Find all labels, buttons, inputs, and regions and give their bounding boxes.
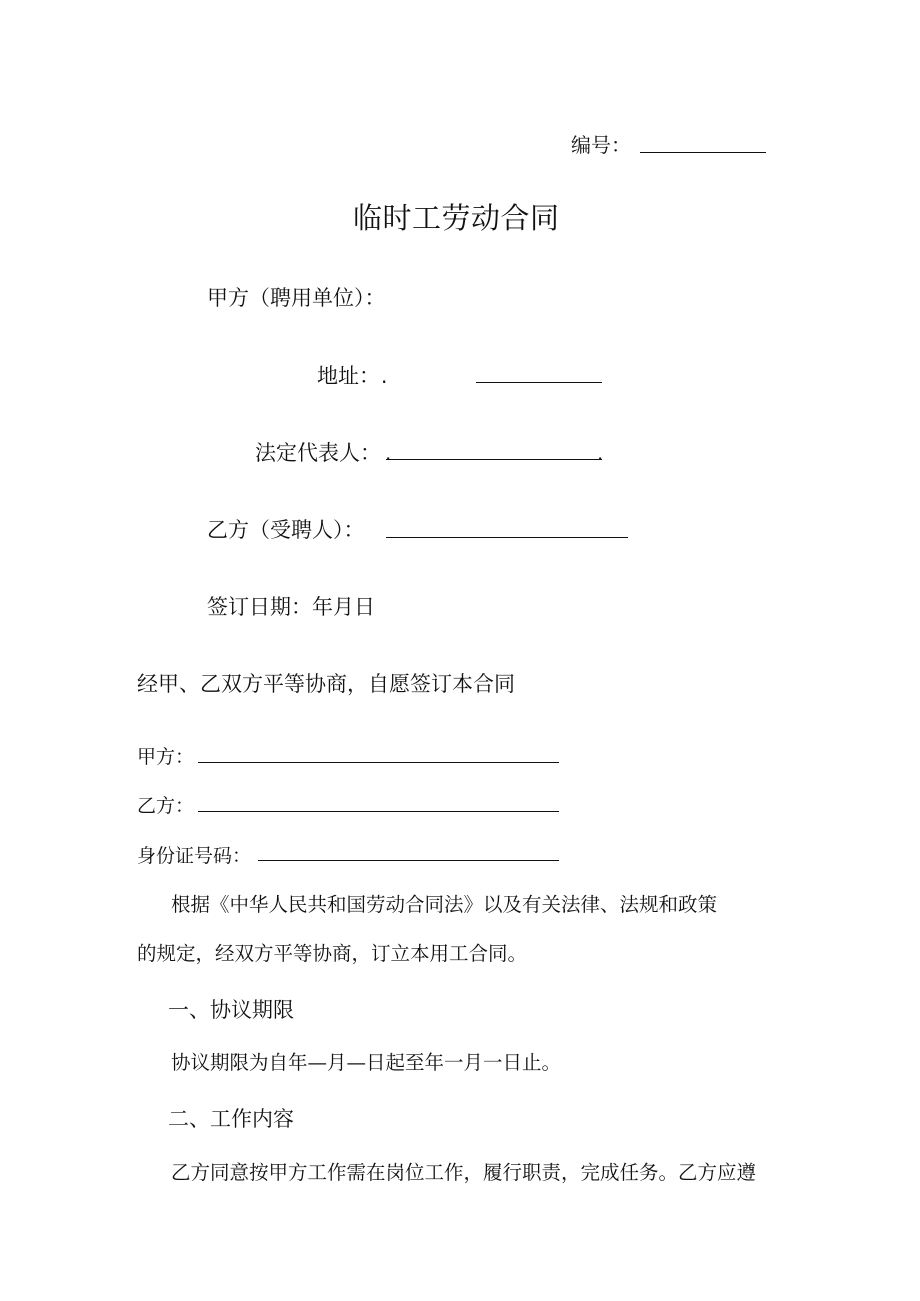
section-2-heading: 二、工作内容 xyxy=(168,1107,294,1131)
legal-rep-dot-right: . xyxy=(597,441,604,465)
address-label: 地址： xyxy=(317,364,380,388)
address-dot: . xyxy=(381,364,388,388)
intro-statement: 经甲、乙双方平等协商，自愿签订本合同 xyxy=(137,672,515,696)
field-id-number-underline xyxy=(258,860,559,861)
party-b-underline xyxy=(386,537,628,538)
sign-date-label: 签订日期：年月日 xyxy=(207,595,375,619)
contract-number-underline xyxy=(640,152,766,153)
legal-representative-label: 法定代表人： xyxy=(255,441,381,465)
document-title: 临时工劳动合同 xyxy=(353,201,560,235)
field-party-a-underline xyxy=(198,762,559,763)
party-a-label: 甲方（聘用单位）： xyxy=(207,286,386,310)
contract-number-label: 编号： xyxy=(571,133,631,157)
field-party-b-underline xyxy=(198,811,559,812)
field-party-a-label: 甲方： xyxy=(137,746,195,768)
paragraph-1-line-1: 根据《中华人民共和国劳动合同法》以及有关法律、法规和政策 xyxy=(171,893,718,916)
section-2-text: 乙方同意按甲方工作需在岗位工作，履行职责，完成任务。乙方应遵 xyxy=(171,1161,757,1184)
section-1-text: 协议期限为自年—月—日起至年一月一日止。 xyxy=(171,1051,562,1074)
paragraph-1-line-2: 的规定，经双方平等协商，订立本用工合同。 xyxy=(137,942,528,965)
legal-rep-dot-left: . xyxy=(385,441,392,465)
party-b-label: 乙方（受聘人）： xyxy=(207,518,365,542)
address-underline xyxy=(476,382,602,383)
section-1-heading: 一、协议期限 xyxy=(168,998,294,1022)
field-party-b-label: 乙方： xyxy=(137,795,195,817)
field-id-number-label: 身份证号码： xyxy=(137,845,252,867)
legal-rep-underline xyxy=(386,459,602,460)
